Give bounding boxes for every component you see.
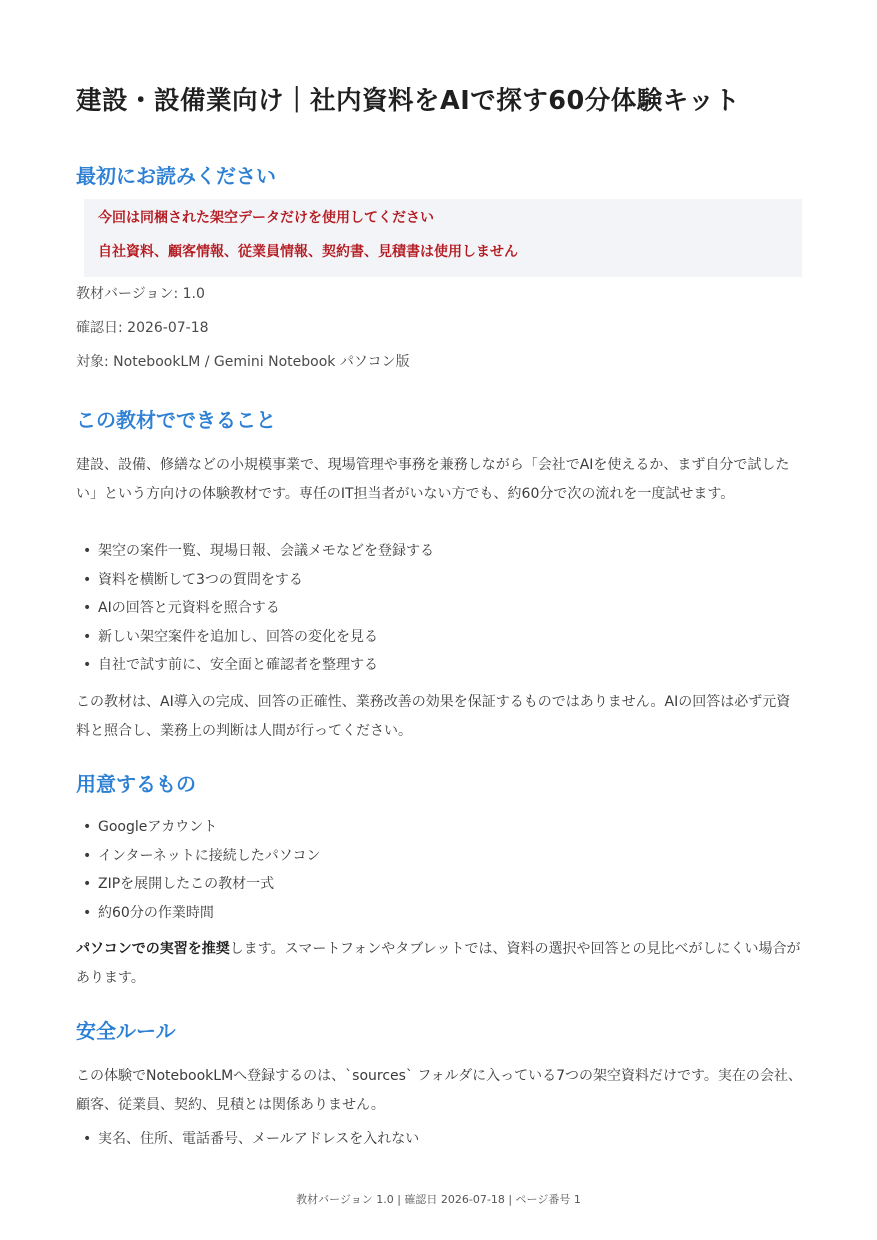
list-item: • 自社で試す前に、安全面と確認者を整理する [76, 651, 434, 680]
list-item: • 約60分の作業時間 [76, 899, 320, 928]
disclaimer-paragraph: この教材は、AI導入の完成、回答の正確性、業務改善の効果を保証するものではありません。AIの回答は必ず元資料と照合し、業務上の判断は人間が行ってください。 [76, 694, 791, 739]
feature-list [76, 537, 434, 680]
list-item: • 資料を横断して3つの質問をする [76, 566, 434, 595]
heading-safety: 安全ルール [76, 1019, 176, 1043]
safety-intro-paragraph: この体験でNotebookLMへ登録するのは、`sources` フォルダに入っている7つの架空資料だけです。実在の会社、顧客、従業員、契約、見積とは関係ありません。 [76, 1068, 802, 1113]
list-item: • インターネットに接続したパソコン [76, 842, 320, 871]
list-item: • 架空の案件一覧、現場日報、会議メモなどを登録する [76, 537, 434, 566]
page-footer: 教材バージョン 1.0 | 確認日 2026-07-18 | ページ番号 1 [296, 1193, 581, 1206]
notice-box [84, 199, 802, 277]
pc-recommendation-emphasis: パソコンでの実習を推奨 [76, 941, 230, 957]
notice-line: 自社資料、顧客情報、従業員情報、契約書、見積書は使用しません [98, 244, 518, 260]
list-item: • Googleアカウント [76, 813, 320, 842]
meta-target: 対象: NotebookLM / Gemini Notebook パソコン版 [76, 354, 410, 370]
safety-list [76, 1125, 419, 1154]
heading-requirements: 用意するもの [76, 772, 196, 796]
notice-line: 今回は同梱された架空データだけを使用してください [98, 210, 434, 226]
intro-paragraph: 建設、設備、修繕などの小規模事業で、現場管理や事務を兼務しながら「会社でAIを使えるか、まず自分で試したい」という方向けの体験教材です。専任のIT担当者がいない方でも、約60分で次の流れを一度試せます。 [76, 457, 790, 502]
requirements-list [76, 813, 320, 927]
list-item: • ZIPを展開したこの教材一式 [76, 870, 320, 899]
list-item: • 新しい架空案件を追加し、回答の変化を見る [76, 623, 434, 652]
heading-read-first: 最初にお読みください [76, 164, 276, 188]
meta-version: 教材バージョン: 1.0 [76, 286, 205, 302]
page-title: 建設・設備業向け｜社内資料をAIで探す60分体験キット [76, 86, 741, 116]
meta-date: 確認日: 2026-07-18 [76, 320, 209, 336]
pc-recommendation-text: します。スマートフォンやタブレットでは、資料の選択や回答との見比べがしにくい場合があります。 [76, 941, 801, 986]
list-item: • AIの回答と元資料を照合する [76, 594, 434, 623]
heading-what-you-can-do: この教材でできること [76, 408, 276, 432]
list-item: • 実名、住所、電話番号、メールアドレスを入れない [76, 1125, 419, 1154]
pc-recommendation-paragraph [76, 935, 804, 992]
